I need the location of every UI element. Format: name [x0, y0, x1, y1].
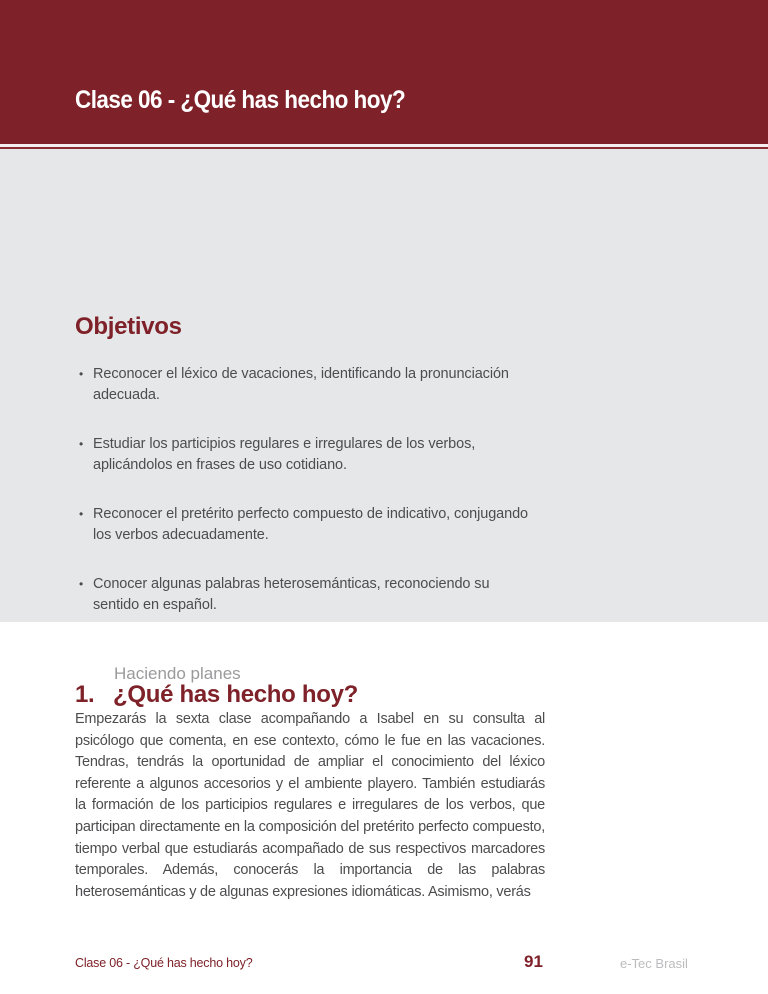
objective-item	[75, 574, 535, 616]
section-number: 1.	[75, 681, 95, 708]
footer-chapter-title: Clase 06 - ¿Qué has hecho hoy?	[75, 956, 253, 970]
footer-brand: e-Tec Brasil	[620, 956, 688, 971]
objective-item	[75, 434, 535, 476]
bullet-icon: •	[79, 507, 84, 521]
objective-text: Reconocer el léxico de vacaciones, identificando la pronunciación adecuada.	[93, 366, 509, 403]
objectives-list	[75, 364, 535, 644]
section-heading	[75, 681, 358, 709]
objective-item	[75, 364, 535, 406]
bullet-icon: •	[79, 577, 84, 591]
section-body-paragraph: Empezarás la sexta clase acompañando a Isabel en su consulta al psicólogo que comenta, en ese contexto, cómo le fue en las vacaciones. Tendras, tendrás la oportunidad de ampliar el conocimiento del léxico referente a algunos accesorios y el ambiente playero. También estudiarás la formación de los participios regulares e irregulares de los verbos, que participan directamente en la composición del pretérito perfecto compuesto, tiempo verbal que estudiarás acompañado de sus respectivos marcadores temporales. Además, conocerás la importancia de las palabras heterosemánticas y de algunas expresiones idiomáticas. Asimismo, verás	[75, 711, 545, 900]
objective-text: Estudiar los participios regulares e irregulares de los verbos, aplicándolos en frases de uso cotidiano.	[93, 436, 476, 473]
bullet-icon: •	[79, 437, 84, 451]
objective-text: Conocer algunas palabras heterosemánticas, reconociendo su sentido en español.	[93, 576, 490, 613]
objectives-heading: Objetivos	[75, 313, 182, 340]
bullet-icon: •	[79, 367, 84, 381]
chapter-header-band	[0, 0, 768, 144]
section-title: ¿Qué has hecho hoy?	[113, 681, 358, 708]
chapter-title: Clase 06 - ¿Qué has hecho hoy?	[75, 86, 406, 114]
page-number: 91	[524, 952, 543, 971]
section-kicker: Haciendo planes	[114, 664, 241, 683]
objective-text: Reconocer el pretérito perfecto compuesto de indicativo, conjugando los verbos adecuadamente.	[93, 506, 529, 543]
objective-item	[75, 504, 535, 546]
